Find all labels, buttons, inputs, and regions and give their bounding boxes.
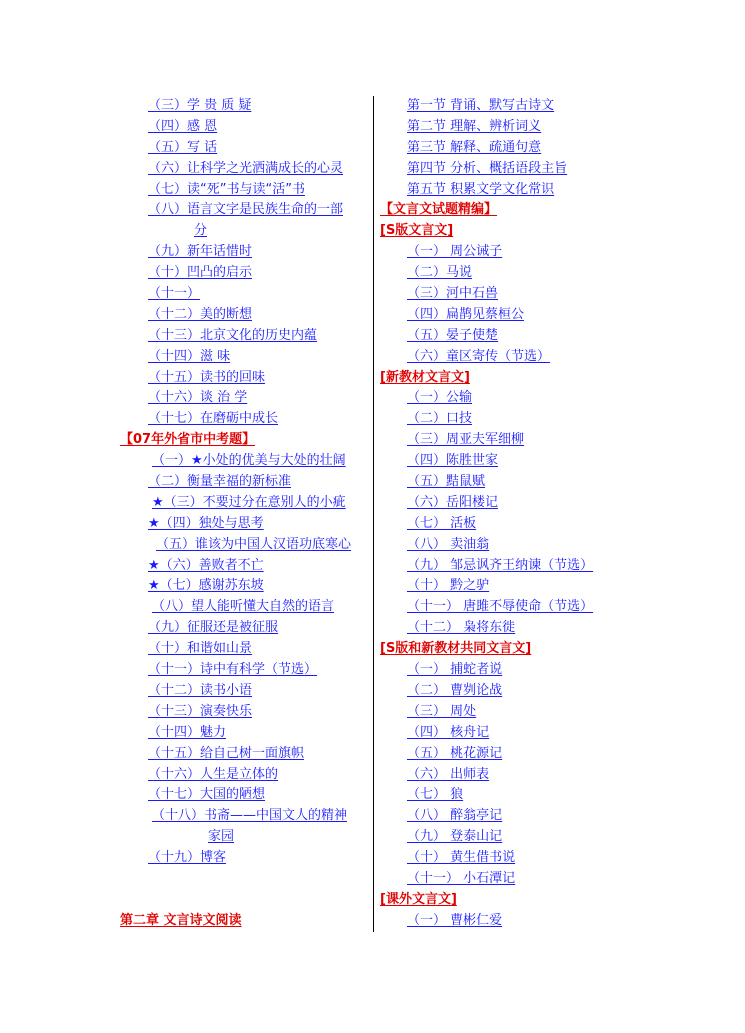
toc-entry-link[interactable]: （五） 桃花源记 [407,745,503,761]
toc-entry-link[interactable]: （四）感 恩 [148,118,218,134]
toc-entry-link[interactable]: （四）陈胜世家 [407,453,499,469]
toc-entry-link[interactable]: （四） 核舟记 [407,724,490,740]
toc-entry[interactable] [380,848,620,869]
toc-entry-link[interactable]: （九） 登泰山记 [407,829,503,845]
toc-entry-link[interactable]: 第三节 解释、疏通句意 [407,139,542,155]
toc-entry[interactable] [118,200,370,221]
toc-entry[interactable] [380,263,620,284]
toc-heading-text: 【文言文试题精编】 [380,202,498,218]
toc-entry-link[interactable]: 第四节 分析、概括语段主旨 [407,160,568,176]
toc-entry[interactable] [118,159,370,180]
toc-entry[interactable] [118,96,370,117]
toc-entry-link[interactable]: （十二）读书小语 [148,682,253,698]
toc-entry-link[interactable]: （三）周亚夫军细柳 [407,432,525,448]
toc-entry-link[interactable]: （十一） 小石潭记 [407,870,516,886]
toc-entry-link[interactable]: （九） 邹忌讽齐王纳谏（节选） [407,557,594,573]
toc-heading-text: [新教材文言文] [380,369,470,385]
toc-section-heading [118,911,370,932]
toc-entry[interactable] [380,493,620,514]
toc-entry[interactable] [380,869,620,890]
toc-entry-link[interactable]: （一）★小处的优美与大处的壮阔 [152,453,346,469]
toc-entry-link[interactable]: （十六）人生是立体的 [148,766,279,782]
toc-entry[interactable] [380,576,620,597]
toc-entry-link[interactable]: （十）和谐如山景 [148,641,253,657]
toc-entry[interactable] [380,180,620,201]
toc-entry-link[interactable]: （五）谁该为中国人汉语功底寒心 [156,536,352,552]
toc-heading-text: [S版文言文] [380,223,454,239]
toc-section-heading [118,430,370,451]
toc-entry-link[interactable]: （十） 黄生借书说 [407,850,516,866]
toc-entry[interactable] [118,806,370,827]
toc-entry[interactable] [118,388,370,409]
toc-entry[interactable] [380,806,620,827]
toc-entry[interactable] [380,96,620,117]
toc-entry[interactable] [380,827,620,848]
toc-heading-text: [课外文言文] [380,891,457,907]
toc-entry[interactable] [380,514,620,535]
toc-entry[interactable] [118,138,370,159]
toc-entry[interactable] [118,618,370,639]
toc-entry-link[interactable]: 家园 [208,829,235,845]
toc-entry-link[interactable]: （十七）大国的陋想 [148,787,266,803]
toc-entry-link[interactable]: （六）让科学之光洒满成长的心灵 [148,160,344,176]
toc-entry-link[interactable]: （十三）北京文化的历史内蕴 [148,327,318,343]
toc-entry[interactable] [118,681,370,702]
toc-entry-link[interactable]: （七）读“死”书与读“活”书 [148,181,305,197]
toc-entry[interactable] [380,723,620,744]
toc-entry[interactable] [118,744,370,765]
toc-entry[interactable] [118,827,370,848]
toc-entry-link[interactable]: ★（三）不要过分在意别人的小疵 [152,494,346,510]
toc-entry[interactable] [380,911,620,932]
toc-entry-link[interactable]: （五）黠鼠赋 [407,474,486,490]
toc-entry[interactable] [380,472,620,493]
toc-entry-link[interactable]: （六）童区寄传（节选） [407,348,551,364]
toc-entry[interactable] [380,451,620,472]
toc-entry-link[interactable]: （十二）美的断想 [148,306,253,322]
toc-entry-link[interactable]: （一） 周公诫子 [407,244,503,260]
toc-entry[interactable] [118,117,370,138]
column-divider [373,96,374,932]
toc-entry-link[interactable]: （二）衡量幸福的新标准 [148,474,292,490]
toc-entry[interactable] [380,326,620,347]
toc-entry-link[interactable]: （十五）给自己树一面旗帜 [148,745,305,761]
toc-entry[interactable] [380,597,620,618]
toc-entry-link[interactable]: 分 [194,223,208,239]
toc-entry[interactable] [380,785,620,806]
toc-entry-link[interactable]: （八）望人能听懂大自然的语言 [152,599,335,615]
toc-entry[interactable] [380,409,620,430]
toc-entry[interactable] [380,660,620,681]
toc-entry-link[interactable]: （十）凹凸的启示 [148,265,253,281]
toc-entry[interactable] [118,472,370,493]
toc-section-heading [380,221,620,242]
toc-entry[interactable] [118,660,370,681]
toc-entry-link[interactable]: （十八）书斋——中国文人的精神 [152,808,348,824]
toc-entry-link[interactable]: （一） 曹彬仁爱 [407,912,503,928]
toc-entry[interactable] [118,221,370,242]
toc-entry-link[interactable]: （十四）魅力 [148,724,227,740]
toc-entry[interactable] [380,702,620,723]
toc-entry[interactable] [118,639,370,660]
toc-entry-link[interactable]: （十七）在磨砺中成长 [148,411,279,427]
toc-entry-link[interactable]: （六） 出师表 [407,766,490,782]
toc-entry[interactable] [380,242,620,263]
toc-entry[interactable] [118,556,370,577]
left-toc-column [118,96,370,932]
toc-entry[interactable] [118,368,370,389]
toc-entry[interactable] [380,347,620,368]
toc-entry[interactable] [380,681,620,702]
toc-entry[interactable] [380,305,620,326]
toc-entry[interactable] [380,765,620,786]
toc-entry[interactable] [118,765,370,786]
toc-entry-link[interactable]: （十一） 唐雎不辱使命（节选） [407,599,594,615]
toc-entry-link[interactable]: ★（七）感谢苏东坡 [148,578,264,594]
toc-entry-link[interactable]: （三）学 贵 质 疑 [148,98,252,113]
toc-entry-link[interactable]: （七） 狼 [407,787,464,803]
toc-entry-link[interactable]: （十四）滋 味 [148,348,231,364]
toc-entry-link[interactable]: （十五）读书的回味 [148,369,266,385]
toc-entry[interactable] [118,263,370,284]
toc-entry[interactable] [118,848,370,869]
toc-entry-link[interactable]: （二） 曹刿论战 [407,682,503,698]
toc-entry[interactable] [118,451,370,472]
toc-entry-link[interactable]: （六）岳阳楼记 [407,494,499,510]
toc-entry[interactable] [118,723,370,744]
toc-entry[interactable] [118,242,370,263]
toc-entry-link[interactable]: （九）征服还是被征服 [148,620,279,636]
toc-entry-link[interactable]: （三） 周处 [407,703,477,719]
toc-entry[interactable] [118,180,370,201]
toc-entry-link[interactable]: （五）写 话 [148,139,218,155]
toc-entry[interactable] [118,409,370,430]
toc-entry[interactable] [118,305,370,326]
toc-entry[interactable] [380,535,620,556]
blank-line [118,890,370,911]
toc-entry[interactable] [118,347,370,368]
toc-heading-text: [S版和新教材共同文言文] [380,641,532,657]
toc-entry[interactable] [380,556,620,577]
toc-entry-link[interactable]: （一）公输 [407,390,473,406]
toc-entry[interactable] [118,576,370,597]
toc-entry-link[interactable]: ★（四）独处与思考 [148,515,264,531]
toc-section-heading [380,890,620,911]
toc-entry-link[interactable]: （十二） 枭将东徙 [407,620,516,636]
toc-entry-link[interactable]: （八） 醉翁亭记 [407,808,503,824]
toc-entry-link[interactable]: （二）马说 [407,265,473,281]
toc-section-heading [380,368,620,389]
toc-entry-link[interactable]: ★（六）善败者不亡 [148,557,264,573]
right-toc-column [380,96,620,932]
toc-entry[interactable] [118,493,370,514]
toc-entry-link[interactable]: 第一节 背诵、默写古诗文 [407,98,555,113]
toc-entry[interactable] [380,618,620,639]
toc-entry[interactable] [380,159,620,180]
toc-heading-text: 【07年外省市中考题】 [120,432,256,448]
toc-entry[interactable] [380,744,620,765]
toc-entry-link[interactable]: （八） 卖油翁 [407,536,490,552]
toc-entry[interactable] [118,702,370,723]
toc-entry-link[interactable]: 第五节 积累文学文化常识 [407,181,555,197]
blank-line [118,869,370,890]
toc-entry-link[interactable]: （十） 黔之驴 [407,578,490,594]
toc-entry-link[interactable]: （二）口技 [407,411,473,427]
toc-entry[interactable] [380,117,620,138]
toc-section-heading [380,639,620,660]
toc-entry[interactable] [118,284,370,305]
toc-entry-link[interactable]: （一） 捕蛇者说 [407,662,503,678]
toc-entry[interactable] [118,514,370,535]
toc-entry[interactable] [380,388,620,409]
toc-entry-link[interactable]: 第二节 理解、辨析词义 [407,118,542,134]
toc-entry[interactable] [380,284,620,305]
toc-section-heading [380,200,620,221]
toc-heading-text: 第二章 文言诗文阅读 [120,912,242,928]
toc-entry-link[interactable]: （十三）演奏快乐 [148,703,253,719]
toc-entry[interactable] [118,785,370,806]
toc-entry-link[interactable]: （十一） [148,286,201,302]
toc-entry-link[interactable]: （十六）谈 治 学 [148,390,248,406]
toc-entry-link[interactable]: （十九）博客 [148,850,227,866]
toc-entry-link[interactable]: （五）晏子使楚 [407,327,499,343]
toc-entry-link[interactable]: （九）新年话惜时 [148,244,253,260]
toc-entry-link[interactable]: （十一）诗中有科学（节选） [148,662,318,678]
toc-entry-link[interactable]: （七） 活板 [407,515,477,531]
toc-entry[interactable] [118,326,370,347]
toc-entry[interactable] [118,535,370,556]
toc-entry-link[interactable]: （四）扁鹊见蔡桓公 [407,306,525,322]
toc-entry-link[interactable]: （三）河中石兽 [407,286,499,302]
toc-entry[interactable] [118,597,370,618]
toc-entry-link[interactable]: （八）语言文字是民族生命的一部 [148,202,344,218]
toc-entry[interactable] [380,138,620,159]
toc-entry[interactable] [380,430,620,451]
